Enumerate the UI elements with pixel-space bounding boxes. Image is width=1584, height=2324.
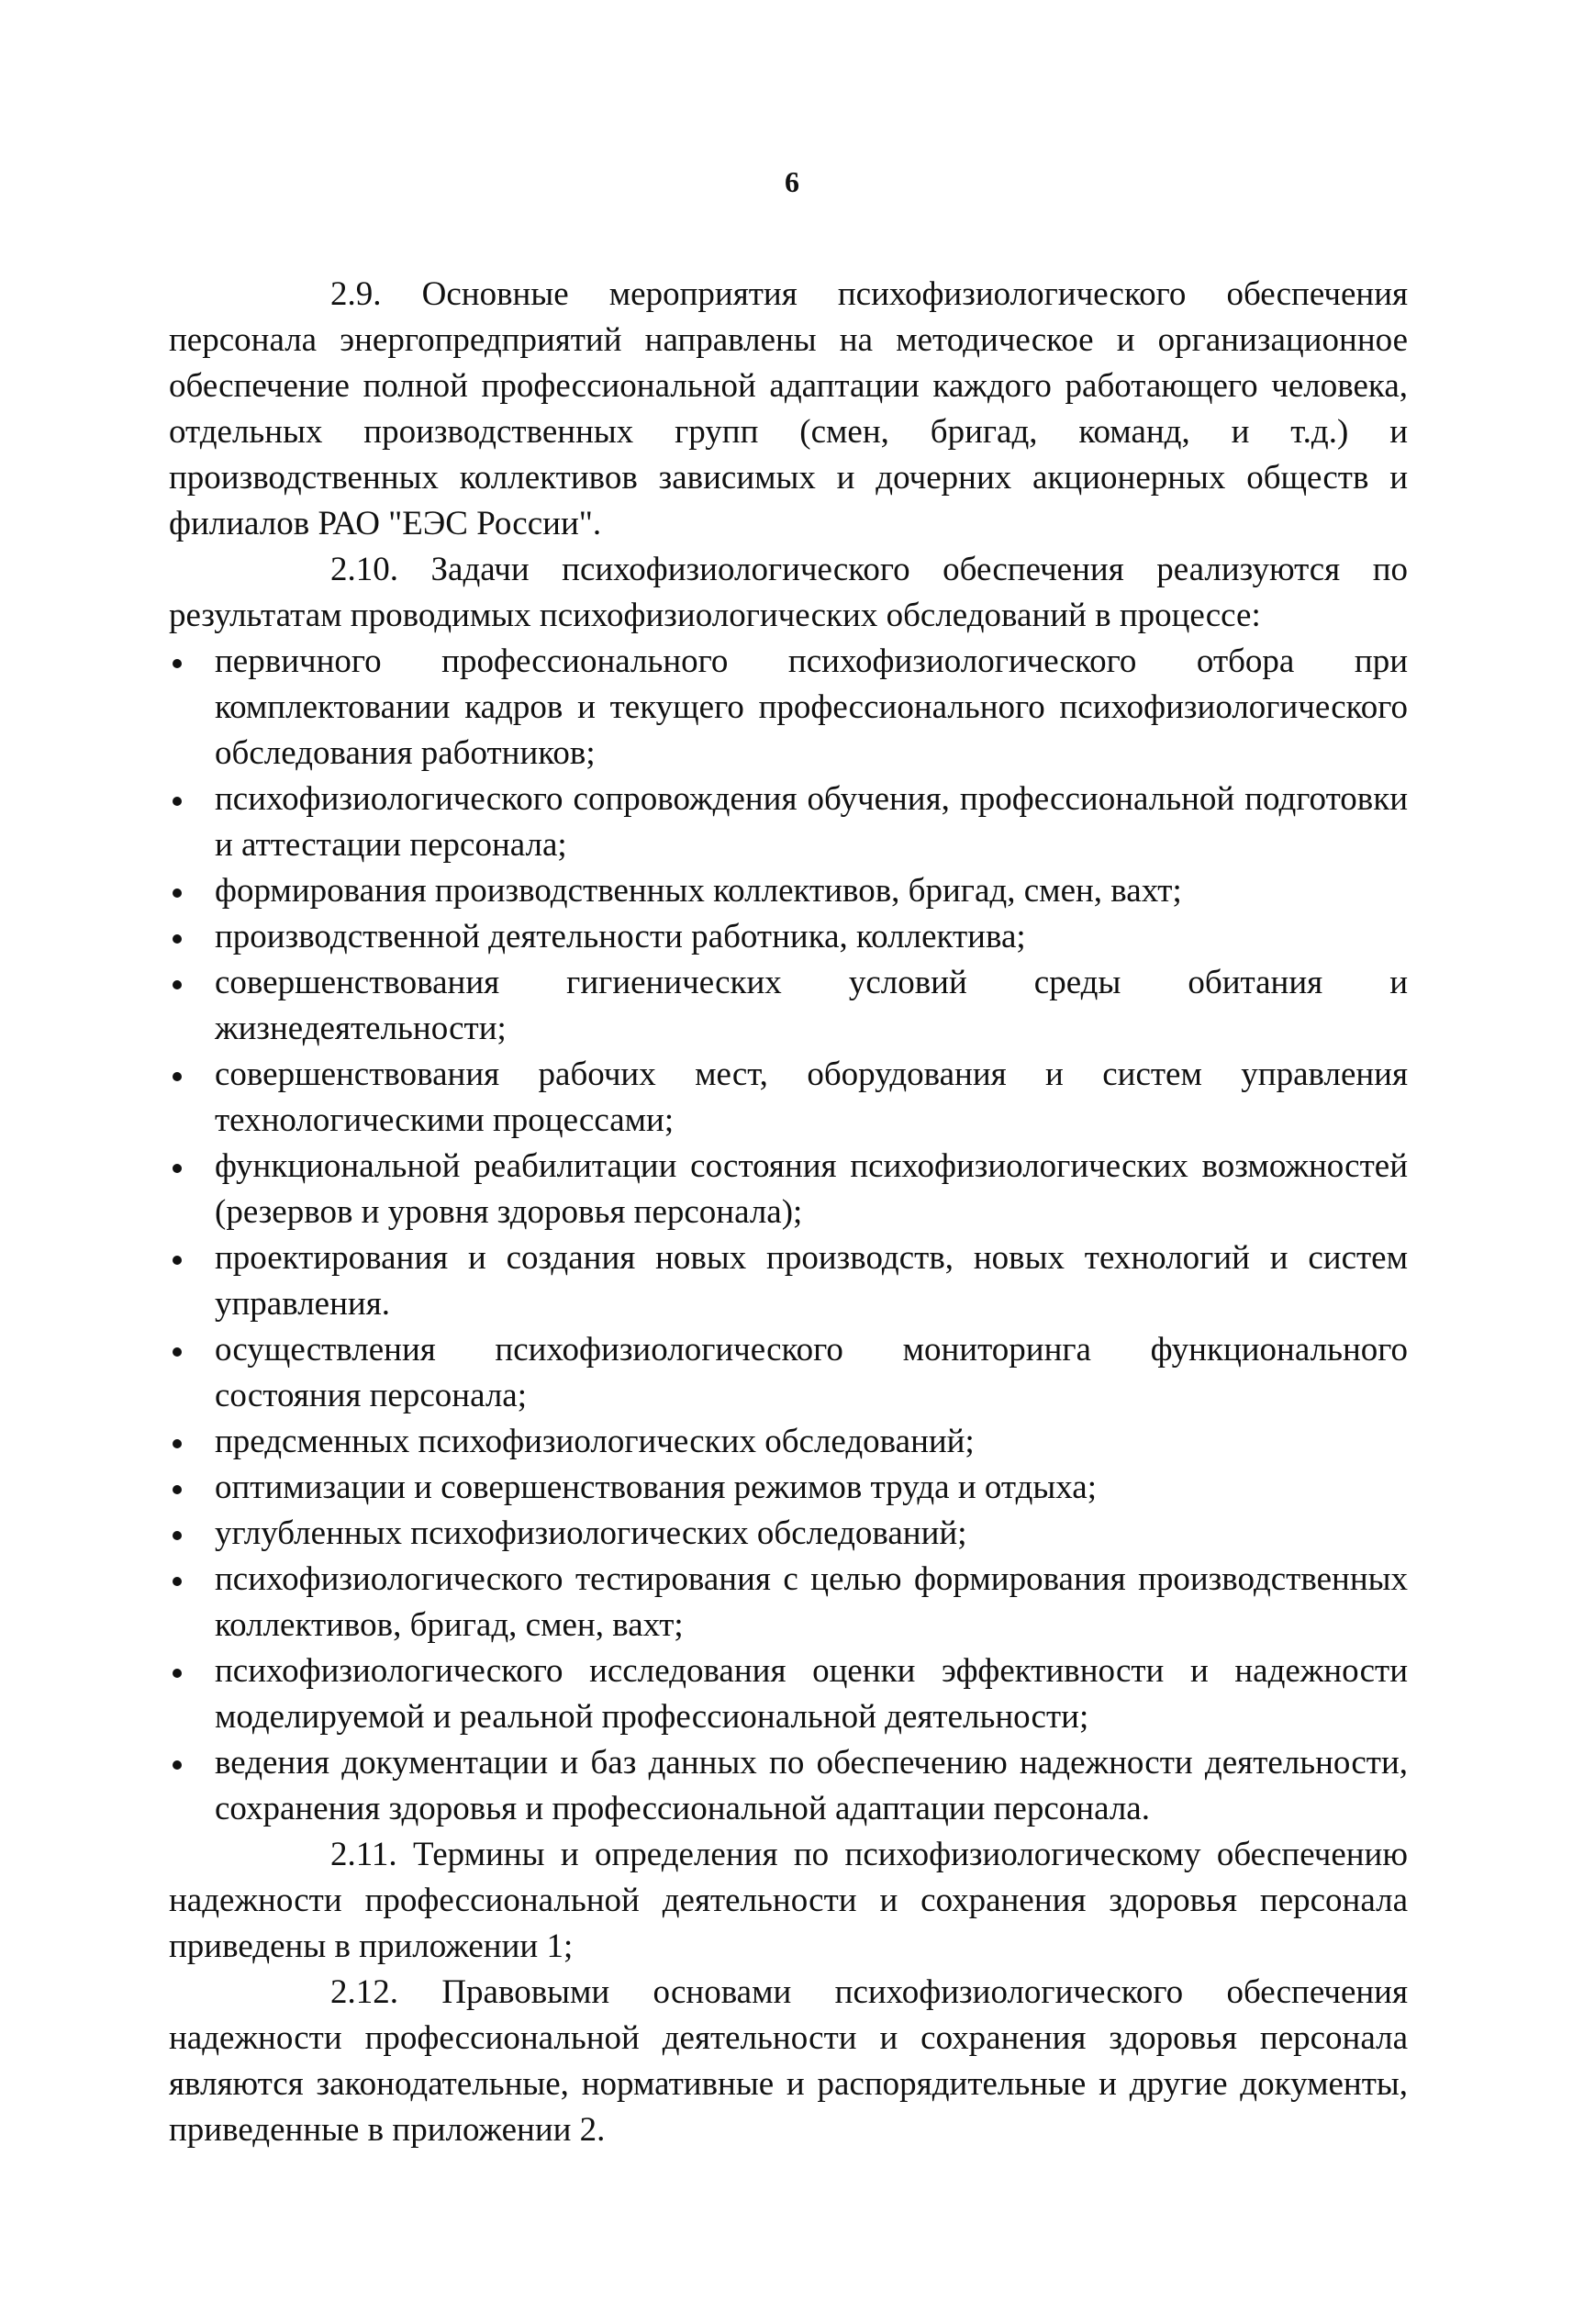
list-item: [169, 868, 1408, 914]
list-item: [169, 777, 1408, 868]
paragraph-number: 2.11.: [330, 1836, 397, 1873]
bullet-icon: [173, 1669, 182, 1678]
list-item: [169, 1235, 1408, 1327]
list-item: [169, 1465, 1408, 1511]
list-item: [169, 1419, 1408, 1465]
bullet-icon: [173, 1760, 182, 1770]
list-item-text: ведения документации и баз данных по обеспечению надежности деятельности, сохранения здоровья и профессиональной адаптации персонала.: [215, 1744, 1408, 1827]
bullet-icon: [173, 659, 182, 668]
bullet-icon: [173, 980, 182, 989]
bullet-icon: [173, 888, 182, 898]
paragraph-text: Основные мероприятия психофизиологического обеспечения персонала энергопредприятий направлены на методическое и организационное обеспечение полной профессиональной адаптации каждого работающего человека, отдельных производственных групп (смен, бригад, команд, и т.д.) и производственных коллективов зависимых и дочерних акционерных обществ и филиалов РАО "ЕЭС России".: [169, 275, 1409, 542]
list-item: [169, 1740, 1408, 1832]
list-item-text: углубленных психофизиологических обследований;: [215, 1514, 967, 1552]
paragraph-2-11: [169, 1832, 1408, 1970]
list-item-text: первичного профессионального психофизиологического отбора при комплектовании кадров и текущего профессионального психофизиологического обследования работников;: [215, 642, 1408, 772]
paragraph-2-10: [169, 547, 1408, 639]
list-item-text: предсменных психофизиологических обследований;: [215, 1423, 975, 1460]
page-number: 6: [785, 165, 799, 198]
paragraph-number: 2.10.: [330, 551, 398, 588]
bullet-icon: [173, 797, 182, 806]
bullet-icon: [173, 1256, 182, 1265]
bullet-icon: [173, 1485, 182, 1494]
list-item-text: проектирования и создания новых производств, новых технологий и систем управления.: [215, 1239, 1408, 1323]
bullet-icon: [173, 1164, 182, 1173]
list-item-text: осуществления психофизиологического мониторинга функционального состояния персонала;: [215, 1331, 1408, 1414]
bullet-icon: [173, 1072, 182, 1081]
task-list: [169, 639, 1408, 1832]
list-item: [169, 1327, 1408, 1419]
list-item-text: формирования производственных коллективов, бригад, смен, вахт;: [215, 872, 1182, 910]
paragraph-text: Задачи психофизиологического обеспечения реализуются по результатам проводимых психофизиологических обследований в процессе:: [169, 551, 1408, 634]
paragraph-number: 2.9.: [330, 275, 382, 313]
bullet-icon: [173, 934, 182, 944]
bullet-icon: [173, 1577, 182, 1586]
list-item-text: функциональной реабилитации состояния психофизиологических возможностей (резервов и уровня здоровья персонала);: [215, 1147, 1408, 1231]
list-item-text: оптимизации и совершенствования режимов труда и отдыха;: [215, 1469, 1097, 1506]
list-item: [169, 1511, 1408, 1557]
list-item: [169, 914, 1408, 960]
list-item: [169, 1648, 1408, 1740]
list-item: [169, 1144, 1408, 1235]
paragraph-2-9: [169, 272, 1408, 547]
list-item: [169, 639, 1408, 777]
list-item-text: психофизиологического исследования оценки эффективности и надежности моделируемой и реальной профессиональной деятельности;: [215, 1652, 1408, 1736]
list-item-text: психофизиологического сопровождения обучения, профессиональной подготовки и аттестации персонала;: [215, 780, 1408, 864]
bullet-icon: [173, 1531, 182, 1540]
paragraph-text: Правовыми основами психофизиологического обеспечения надежности профессиональной деятельности и сохранения здоровья персонала являются законодательные, нормативные и распорядительные и другие документы, приведенные в приложении 2.: [169, 1973, 1408, 2149]
list-item-text: совершенствования рабочих мест, оборудования и систем управления технологическими процессами;: [215, 1056, 1408, 1139]
paragraph-text: Термины и определения по психофизиологическому обеспечению надежности профессиональной деятельности и сохранения здоровья персонала приведены в приложении 1;: [169, 1836, 1409, 1965]
document-body: [169, 272, 1408, 2153]
list-item: [169, 960, 1408, 1052]
bullet-icon: [173, 1439, 182, 1448]
list-item-text: совершенствования гигиенических условий среды обитания и жизнедеятельности;: [215, 964, 1408, 1047]
paragraph-number: 2.12.: [330, 1973, 398, 2011]
bullet-icon: [173, 1347, 182, 1357]
paragraph-2-12: [169, 1970, 1408, 2153]
list-item-text: психофизиологического тестирования с целью формирования производственных коллективов, бригад, смен, вахт;: [215, 1560, 1408, 1644]
list-item: [169, 1557, 1408, 1648]
list-item-text: производственной деятельности работника, коллектива;: [215, 918, 1026, 955]
list-item: [169, 1052, 1408, 1144]
